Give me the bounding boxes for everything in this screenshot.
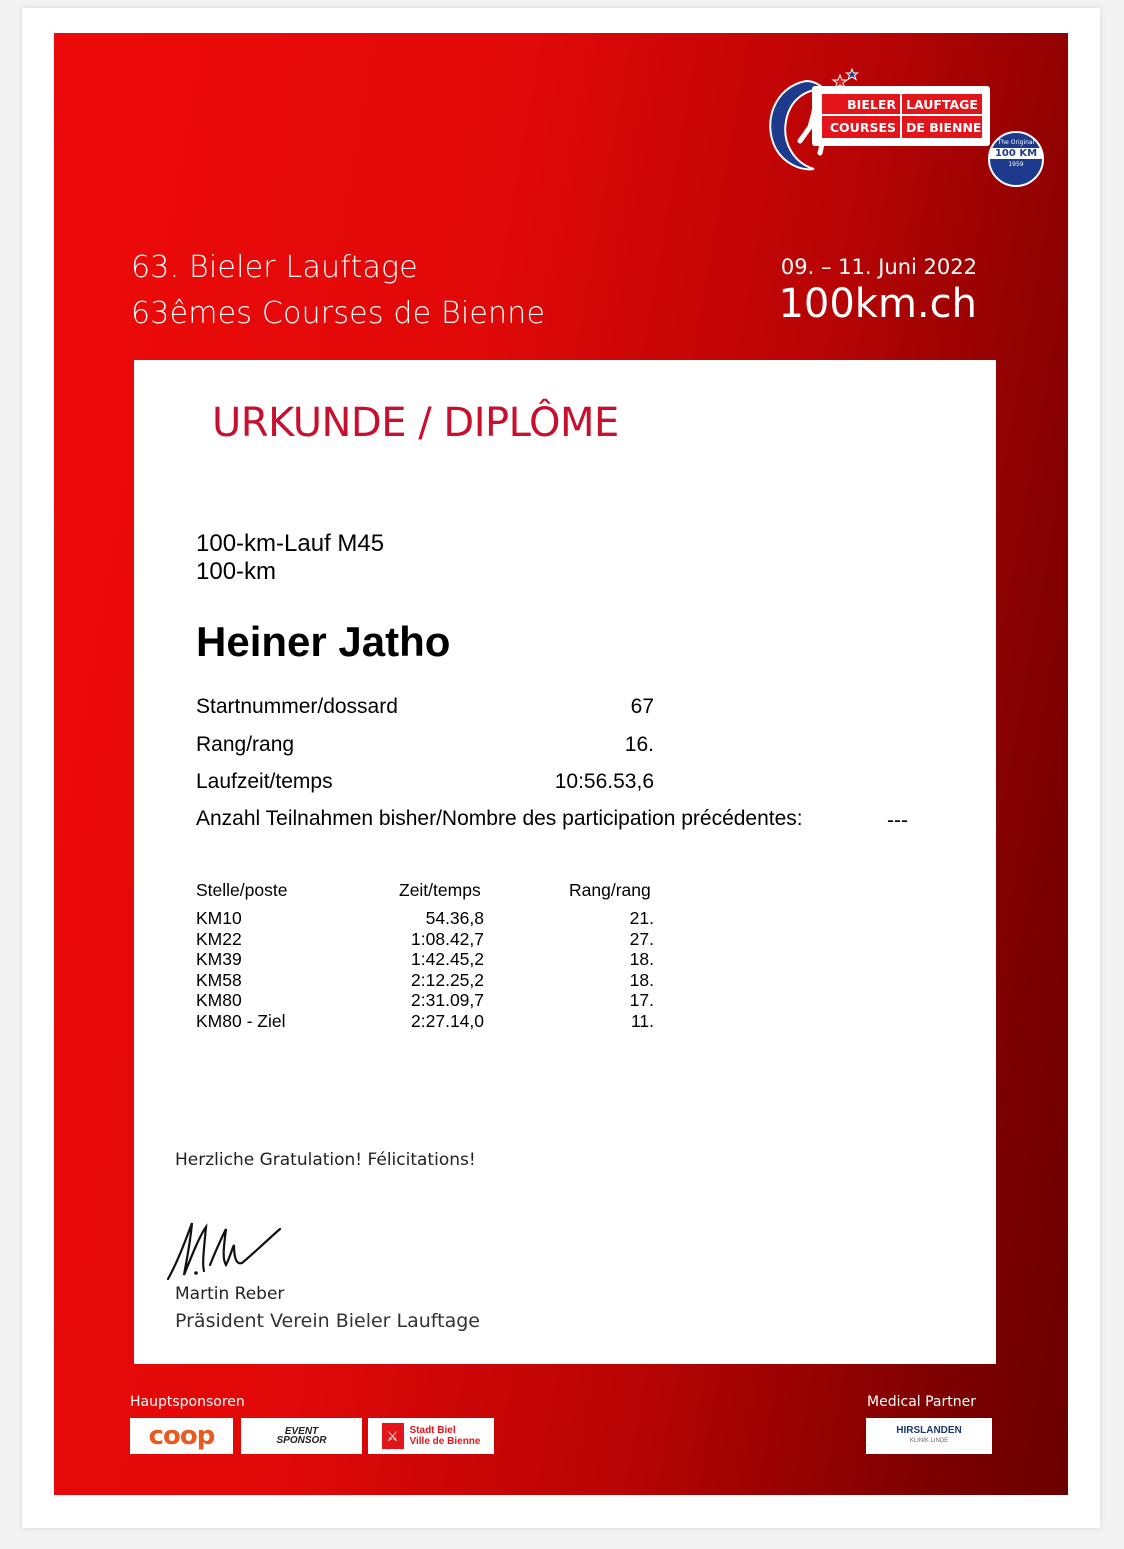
split-time: 2:27.14,0 bbox=[411, 1011, 484, 1031]
seal-year-text: 1959 bbox=[1008, 161, 1024, 168]
signature-image bbox=[164, 1205, 294, 1285]
medical-partner-label: Medical Partner bbox=[867, 1394, 976, 1410]
event-sponsor-text: SPONSOR bbox=[276, 1435, 327, 1446]
table-row bbox=[196, 990, 666, 1011]
splits-header: Zeit/temps bbox=[399, 880, 481, 900]
result-value: 10:56.53,6 bbox=[554, 770, 654, 793]
table-row bbox=[196, 929, 666, 950]
event-logo bbox=[754, 63, 1054, 193]
table-row bbox=[196, 970, 666, 991]
event-sponsor-text: EVENT bbox=[284, 1426, 319, 1437]
split-time: 1:08.42,7 bbox=[411, 929, 484, 949]
distance-label: 100-km bbox=[196, 558, 277, 585]
split-station: KM39 bbox=[196, 949, 242, 969]
stadt-biel-logo bbox=[368, 1418, 494, 1454]
event-sponsor-logo bbox=[241, 1418, 362, 1454]
table-row bbox=[196, 949, 666, 970]
logo-text: COURSES bbox=[822, 116, 902, 138]
seal-main-text: 100 KM bbox=[990, 148, 1042, 159]
split-station: KM22 bbox=[196, 929, 242, 949]
biel-text: Stadt Biel bbox=[409, 1425, 456, 1436]
logo-text: LAUFTAGE bbox=[902, 94, 982, 116]
table-row bbox=[196, 908, 666, 929]
hirslanden-subtext: KLINIK LINDE bbox=[909, 1438, 949, 1444]
split-rank: 11. bbox=[630, 1011, 654, 1031]
race-category bbox=[196, 530, 384, 586]
result-label: Laufzeit/temps bbox=[196, 770, 333, 793]
event-website: 100km.ch bbox=[778, 281, 977, 327]
split-station: KM10 bbox=[196, 908, 242, 928]
signer-role: Präsident Verein Bieler Lauftage bbox=[175, 1310, 480, 1332]
result-label: Anzahl Teilnahmen bisher/Nombre des participation précédentes: bbox=[196, 807, 803, 830]
result-value: 67 bbox=[630, 695, 654, 718]
logo-text: BIELER bbox=[822, 94, 902, 116]
event-title-de: 63. Bieler Lauftage bbox=[131, 250, 418, 285]
split-rank: 21. bbox=[629, 908, 654, 928]
split-station: KM80 bbox=[196, 990, 242, 1010]
category-label: 100-km-Lauf M45 bbox=[196, 530, 385, 557]
logo-text: DE BIENNE bbox=[906, 119, 982, 135]
coop-logo bbox=[130, 1418, 233, 1454]
split-time: 2:12.25,2 bbox=[411, 970, 484, 990]
seal-top-text: The Original bbox=[997, 139, 1035, 146]
split-station: KM58 bbox=[196, 970, 242, 990]
hirslanden-text: HIRSLANDEN bbox=[896, 1425, 962, 1436]
event-title bbox=[131, 245, 545, 337]
split-time: 54.36,8 bbox=[425, 908, 484, 928]
result-label: Rang/rang bbox=[196, 733, 295, 756]
table-row bbox=[196, 1011, 666, 1032]
hirslanden-logo bbox=[866, 1418, 992, 1454]
splits-header: Rang/rang bbox=[569, 880, 651, 900]
biel-crest-icon: ⚔ bbox=[382, 1423, 404, 1449]
event-dates: 09. – 11. Juni 2022 bbox=[780, 255, 977, 279]
split-rank: 18. bbox=[629, 970, 654, 990]
event-title-fr: 63êmes Courses de Bienne bbox=[131, 296, 546, 331]
main-sponsors-label: Hauptsponsoren bbox=[130, 1394, 245, 1410]
diploma-title: URKUNDE / DIPLÔME bbox=[212, 400, 619, 446]
result-label: Startnummer/dossard bbox=[196, 695, 398, 718]
athlete-name: Heiner Jatho bbox=[196, 618, 451, 665]
split-station: KM80 - Ziel bbox=[196, 1011, 286, 1031]
congratulations-text: Herzliche Gratulation! Félicitations! bbox=[175, 1150, 476, 1170]
biel-text: Ville de Bienne bbox=[409, 1436, 481, 1447]
split-rank: 18. bbox=[629, 949, 654, 969]
coop-logo-text: coop bbox=[148, 1421, 215, 1451]
result-value: 16. bbox=[624, 733, 654, 756]
split-rank: 17. bbox=[629, 990, 654, 1010]
diploma-poster bbox=[54, 33, 1068, 1495]
signer-name: Martin Reber bbox=[175, 1284, 285, 1304]
split-time: 2:31.09,7 bbox=[411, 990, 484, 1010]
splits-header: Stelle/poste bbox=[196, 880, 288, 900]
original-100km-seal-icon bbox=[988, 131, 1044, 187]
result-value: --- bbox=[887, 809, 908, 832]
diploma-card bbox=[134, 360, 996, 1364]
split-rank: 27. bbox=[629, 929, 654, 949]
logo-wordmark bbox=[812, 86, 990, 146]
split-time: 1:42.45,2 bbox=[411, 949, 484, 969]
